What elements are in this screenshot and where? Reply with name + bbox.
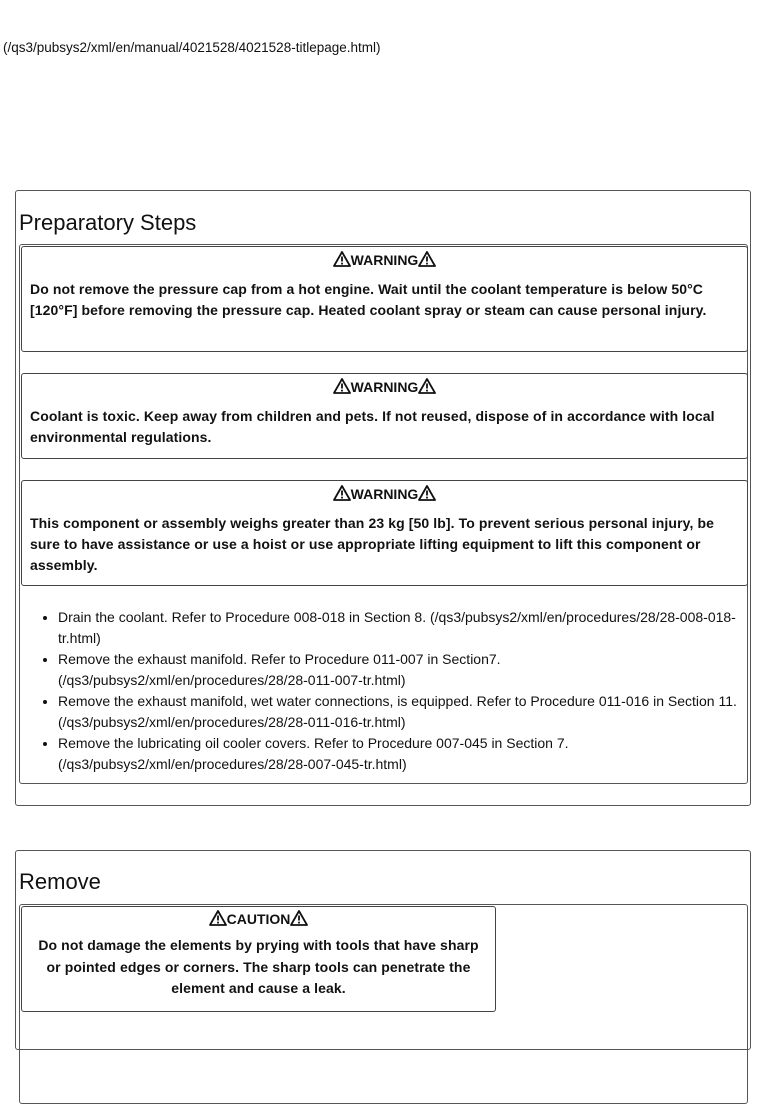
warning-label: WARNING: [350, 379, 419, 395]
remove-content-box: [19, 904, 748, 1104]
warning-label: WARNING: [350, 252, 419, 268]
remove-section: [15, 850, 751, 1050]
warning-triangle-icon: [418, 485, 436, 501]
warning-triangle-icon: [418, 251, 436, 267]
warning-box: [21, 373, 748, 459]
list-item[interactable]: • Remove the lubricating oil cooler covers. Refer to Procedure 007-045 in Section 7. (/qs3/pubsys2/xml/en/procedures/28/28-007-045-tr.html): [58, 733, 750, 775]
warning-header: [22, 378, 747, 395]
section-title-preparatory: Preparatory Steps: [19, 210, 197, 235]
warning-box: [21, 246, 748, 352]
preparatory-content-box: [19, 244, 748, 784]
warning-triangle-icon: [290, 910, 308, 926]
warning-text: This component or assembly weighs greater than 23 kg [50 lb]. To prevent serious personal injury, be sure to have assistance or use a hoist or use appropriate lifting equipment to lift this component or assembly.: [30, 515, 714, 573]
caution-text: Do not damage the elements by prying with tools that have sharp or pointed edges or corners. The sharp tools can penetrate the element and cause a leak.: [38, 937, 479, 996]
caution-box: [21, 906, 496, 1012]
warning-triangle-icon: [418, 378, 436, 394]
warning-box: [21, 480, 748, 586]
preparatory-steps-list: [38, 607, 750, 775]
list-item[interactable]: • Drain the coolant. Refer to Procedure 008-018 in Section 8. (/qs3/pubsys2/xml/en/procedures/28/28-008-018-tr.html): [58, 607, 750, 649]
warning-header: [22, 251, 747, 268]
warning-text: Coolant is toxic. Keep away from children and pets. If not reused, dispose of in accordance with local environmental regulations.: [30, 408, 715, 445]
warning-triangle-icon: [333, 251, 351, 267]
manual-title-page-link[interactable]: (/qs3/pubsys2/xml/en/manual/4021528/4021528-titlepage.html): [3, 40, 381, 55]
warning-triangle-icon: [333, 485, 351, 501]
list-item[interactable]: • Remove the exhaust manifold. Refer to Procedure 011-007 in Section7. (/qs3/pubsys2/xml/en/procedures/28/28-011-007-tr.html): [58, 649, 750, 691]
preparatory-steps-section: [15, 190, 751, 806]
list-item[interactable]: • Remove the exhaust manifold, wet water connections, is equipped. Refer to Procedure 011-016 in Section 11. (/qs3/pubsys2/xml/en/procedures/28/28-011-016-tr.html): [58, 691, 750, 733]
warning-text: Do not remove the pressure cap from a hot engine. Wait until the coolant temperature is below 50°C [120°F] before removing the pressure cap. Heated coolant spray or steam can cause personal injury.: [30, 281, 707, 318]
warning-triangle-icon: [333, 378, 351, 394]
caution-header: [22, 910, 495, 927]
warning-triangle-icon: [209, 910, 227, 926]
caution-label: CAUTION: [226, 911, 291, 927]
section-title-remove: Remove: [19, 869, 101, 894]
warning-label: WARNING: [350, 486, 419, 502]
warning-header: [22, 485, 747, 502]
